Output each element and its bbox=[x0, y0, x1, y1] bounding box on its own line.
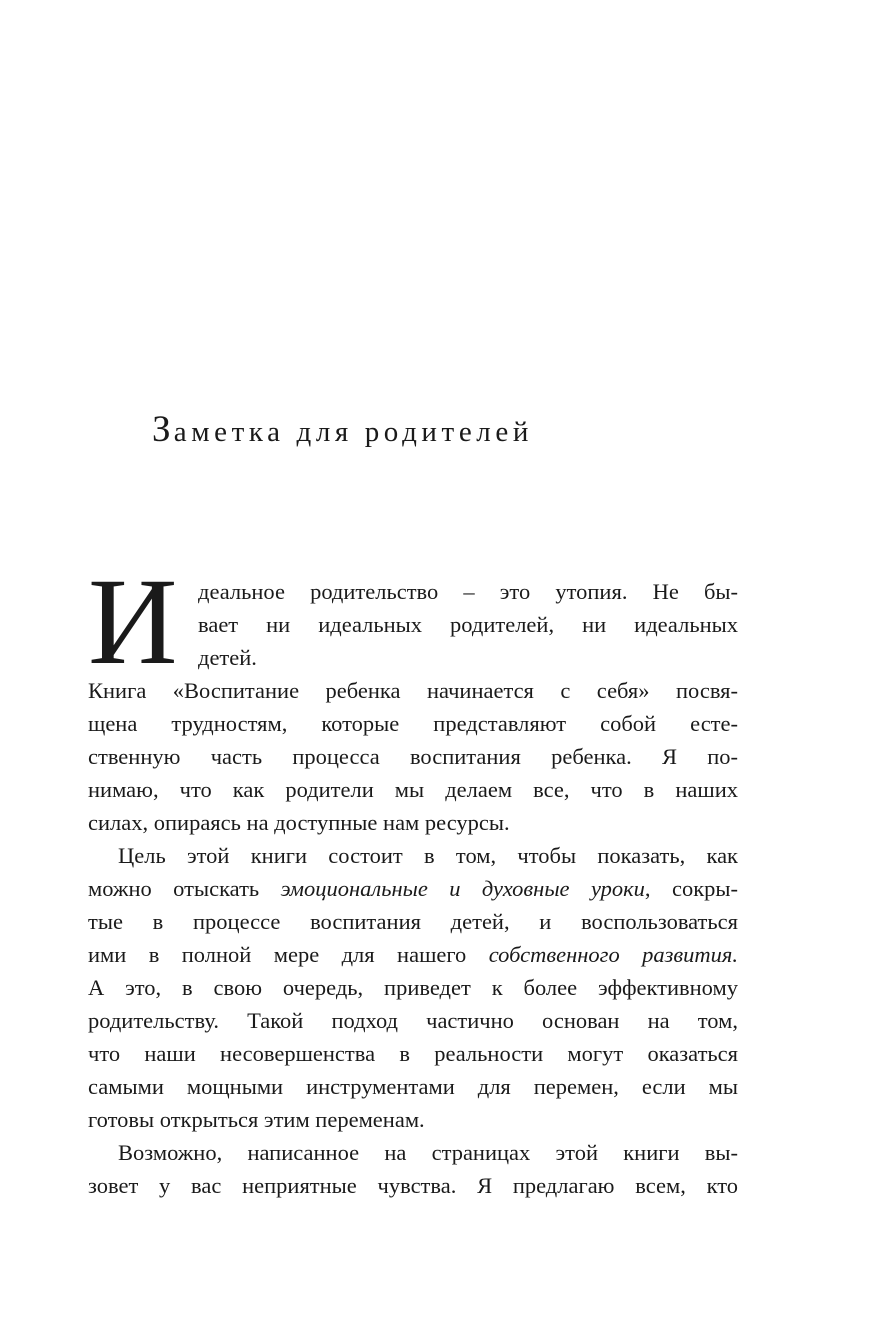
paragraph-1 bbox=[88, 674, 738, 839]
text-line: А это, в свою очередь, приведет к более эффективному bbox=[88, 975, 738, 1000]
chapter-title-initial: З bbox=[152, 409, 174, 450]
text-line: силах, опираясь на доступные нам ресурсы. bbox=[88, 810, 510, 835]
text-fragment: , сокры- bbox=[644, 876, 738, 901]
paragraph-2 bbox=[88, 839, 738, 1136]
italic-phrase: эмоциональные и духовные уроки bbox=[280, 876, 645, 901]
body-text bbox=[88, 553, 738, 1202]
text-line: готовы открыться этим переменам. bbox=[88, 1107, 425, 1132]
text-line: ственную часть процесса воспитания ребенка. Я по- bbox=[88, 744, 738, 769]
drop-cap-lines bbox=[198, 575, 738, 674]
paragraph-3 bbox=[88, 1136, 738, 1202]
text-line: родительству. Такой подход частично основан на том, bbox=[88, 1008, 738, 1033]
text-line: что наши несовершенства в реальности могут оказаться bbox=[88, 1041, 738, 1066]
text-line: зовет у вас неприятные чувства. Я предлагаю всем, кто bbox=[88, 1173, 738, 1198]
text-line bbox=[88, 872, 738, 905]
text-line: тые в процессе воспитания детей, и воспользоваться bbox=[88, 909, 738, 934]
text-fragment: ими в полной мере для нашего bbox=[88, 942, 489, 967]
text-fragment: можно отыскать bbox=[88, 876, 281, 901]
chapter-title-rest: аметка для родителей bbox=[173, 416, 533, 448]
text-line: деальное родительство – это утопия. Не бы- bbox=[198, 579, 738, 604]
italic-phrase: собственного развития. bbox=[488, 942, 738, 967]
text-line: Цель этой книги состоит в том, чтобы показать, как bbox=[118, 843, 738, 868]
text-line: нимаю, что как родители мы делаем все, что в наших bbox=[88, 777, 738, 802]
text-line: вает ни идеальных родителей, ни идеальных bbox=[198, 612, 738, 637]
text-line: самыми мощными инструментами для перемен, если мы bbox=[88, 1074, 738, 1099]
text-line: щена трудностям, которые представляют собой есте- bbox=[88, 711, 738, 736]
text-line bbox=[88, 938, 738, 971]
text-line: Возможно, написанное на страницах этой книги вы- bbox=[118, 1140, 738, 1165]
text-line: Книга «Воспитание ребенка начинается с себя» посвя- bbox=[88, 678, 738, 703]
chapter-title bbox=[152, 408, 533, 454]
opening-paragraph bbox=[88, 553, 738, 690]
text-line: детей. bbox=[198, 645, 257, 670]
drop-cap: И bbox=[88, 553, 178, 690]
